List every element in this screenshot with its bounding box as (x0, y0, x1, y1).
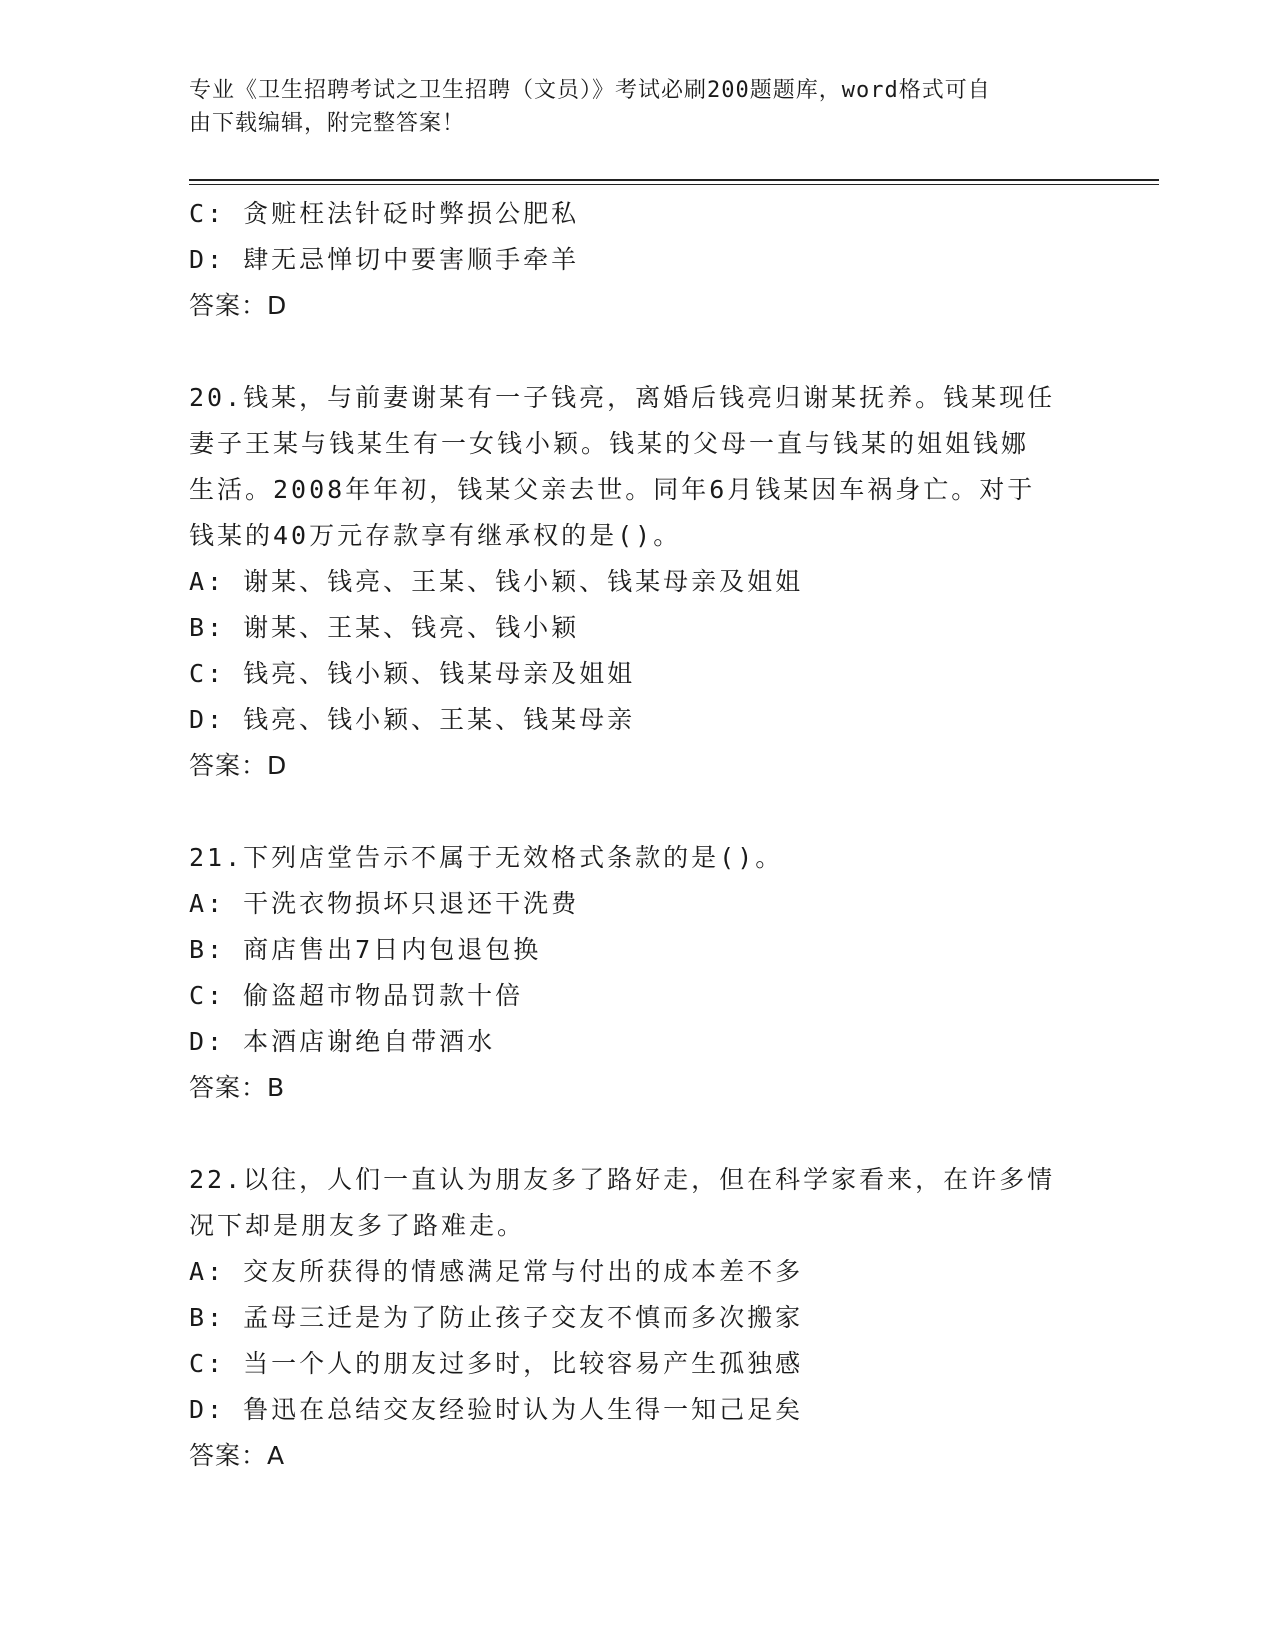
option-b: B: 谢某、王某、钱亮、钱小颖 (189, 613, 580, 642)
spacer (189, 789, 1089, 835)
question-22 (189, 1157, 1089, 1479)
spacer (189, 329, 1089, 375)
header-line-2: 由下载编辑，附完整答案！ (189, 111, 466, 136)
option-d: D: 肆无忌惮切中要害顺手牵羊 (189, 245, 580, 274)
question-stem-line: 况下却是朋友多了路难走。 (189, 1211, 526, 1240)
document-body (189, 191, 1089, 1479)
option-c: C: 贪赃枉法针砭时弊损公肥私 (189, 199, 580, 228)
document-header (189, 74, 1089, 140)
answer: 答案：D (189, 751, 288, 780)
answer: 答案：D (189, 291, 288, 320)
spacer (189, 1111, 1089, 1157)
option-d: D: 钱亮、钱小颖、王某、钱某母亲 (189, 705, 636, 734)
question-stem-line: 生活。2008年年初，钱某父亲去世。同年6月钱某因车祸身亡。对于 (189, 475, 1036, 504)
option-d: D: 鲁迅在总结交友经验时认为人生得一知己足矣 (189, 1395, 804, 1424)
option-d: D: 本酒店谢绝自带酒水 (189, 1027, 496, 1056)
question-21 (189, 835, 1089, 1111)
question-stem-line: 22.以往，人们一直认为朋友多了路好走，但在科学家看来，在许多情 (189, 1165, 1056, 1194)
answer: 答案：B (189, 1073, 286, 1102)
question-stem-line: 妻子王某与钱某生有一女钱小颖。钱某的父母一直与钱某的姐姐钱娜 (189, 429, 1030, 458)
question-stem-line: 20.钱某，与前妻谢某有一子钱亮，离婚后钱亮归谢某抚养。钱某现任 (189, 383, 1056, 412)
option-a: A: 谢某、钱亮、王某、钱小颖、钱某母亲及姐姐 (189, 567, 804, 596)
header-rule-thick (189, 179, 1159, 181)
option-a: A: 交友所获得的情感满足常与付出的成本差不多 (189, 1257, 804, 1286)
question-stem-line: 21.下列店堂告示不属于无效格式条款的是()。 (189, 843, 784, 872)
option-a: A: 干洗衣物损坏只退还干洗费 (189, 889, 580, 918)
header-line-1: 专业《卫生招聘考试之卫生招聘（文员）》考试必刷200题题库，word格式可自 (189, 78, 991, 103)
header-rule-thin (189, 184, 1159, 185)
option-c: C: 偷盗超市物品罚款十倍 (189, 981, 524, 1010)
answer: 答案：A (189, 1441, 286, 1470)
option-b: B: 商店售出7日内包退包换 (189, 935, 542, 964)
question-19-continued (189, 191, 1089, 329)
question-20 (189, 375, 1089, 789)
option-c: C: 钱亮、钱小颖、钱某母亲及姐姐 (189, 659, 636, 688)
question-stem-line: 钱某的40万元存款享有继承权的是()。 (189, 521, 682, 550)
option-c: C: 当一个人的朋友过多时，比较容易产生孤独感 (189, 1349, 804, 1378)
option-b: B: 孟母三迁是为了防止孩子交友不慎而多次搬家 (189, 1303, 804, 1332)
